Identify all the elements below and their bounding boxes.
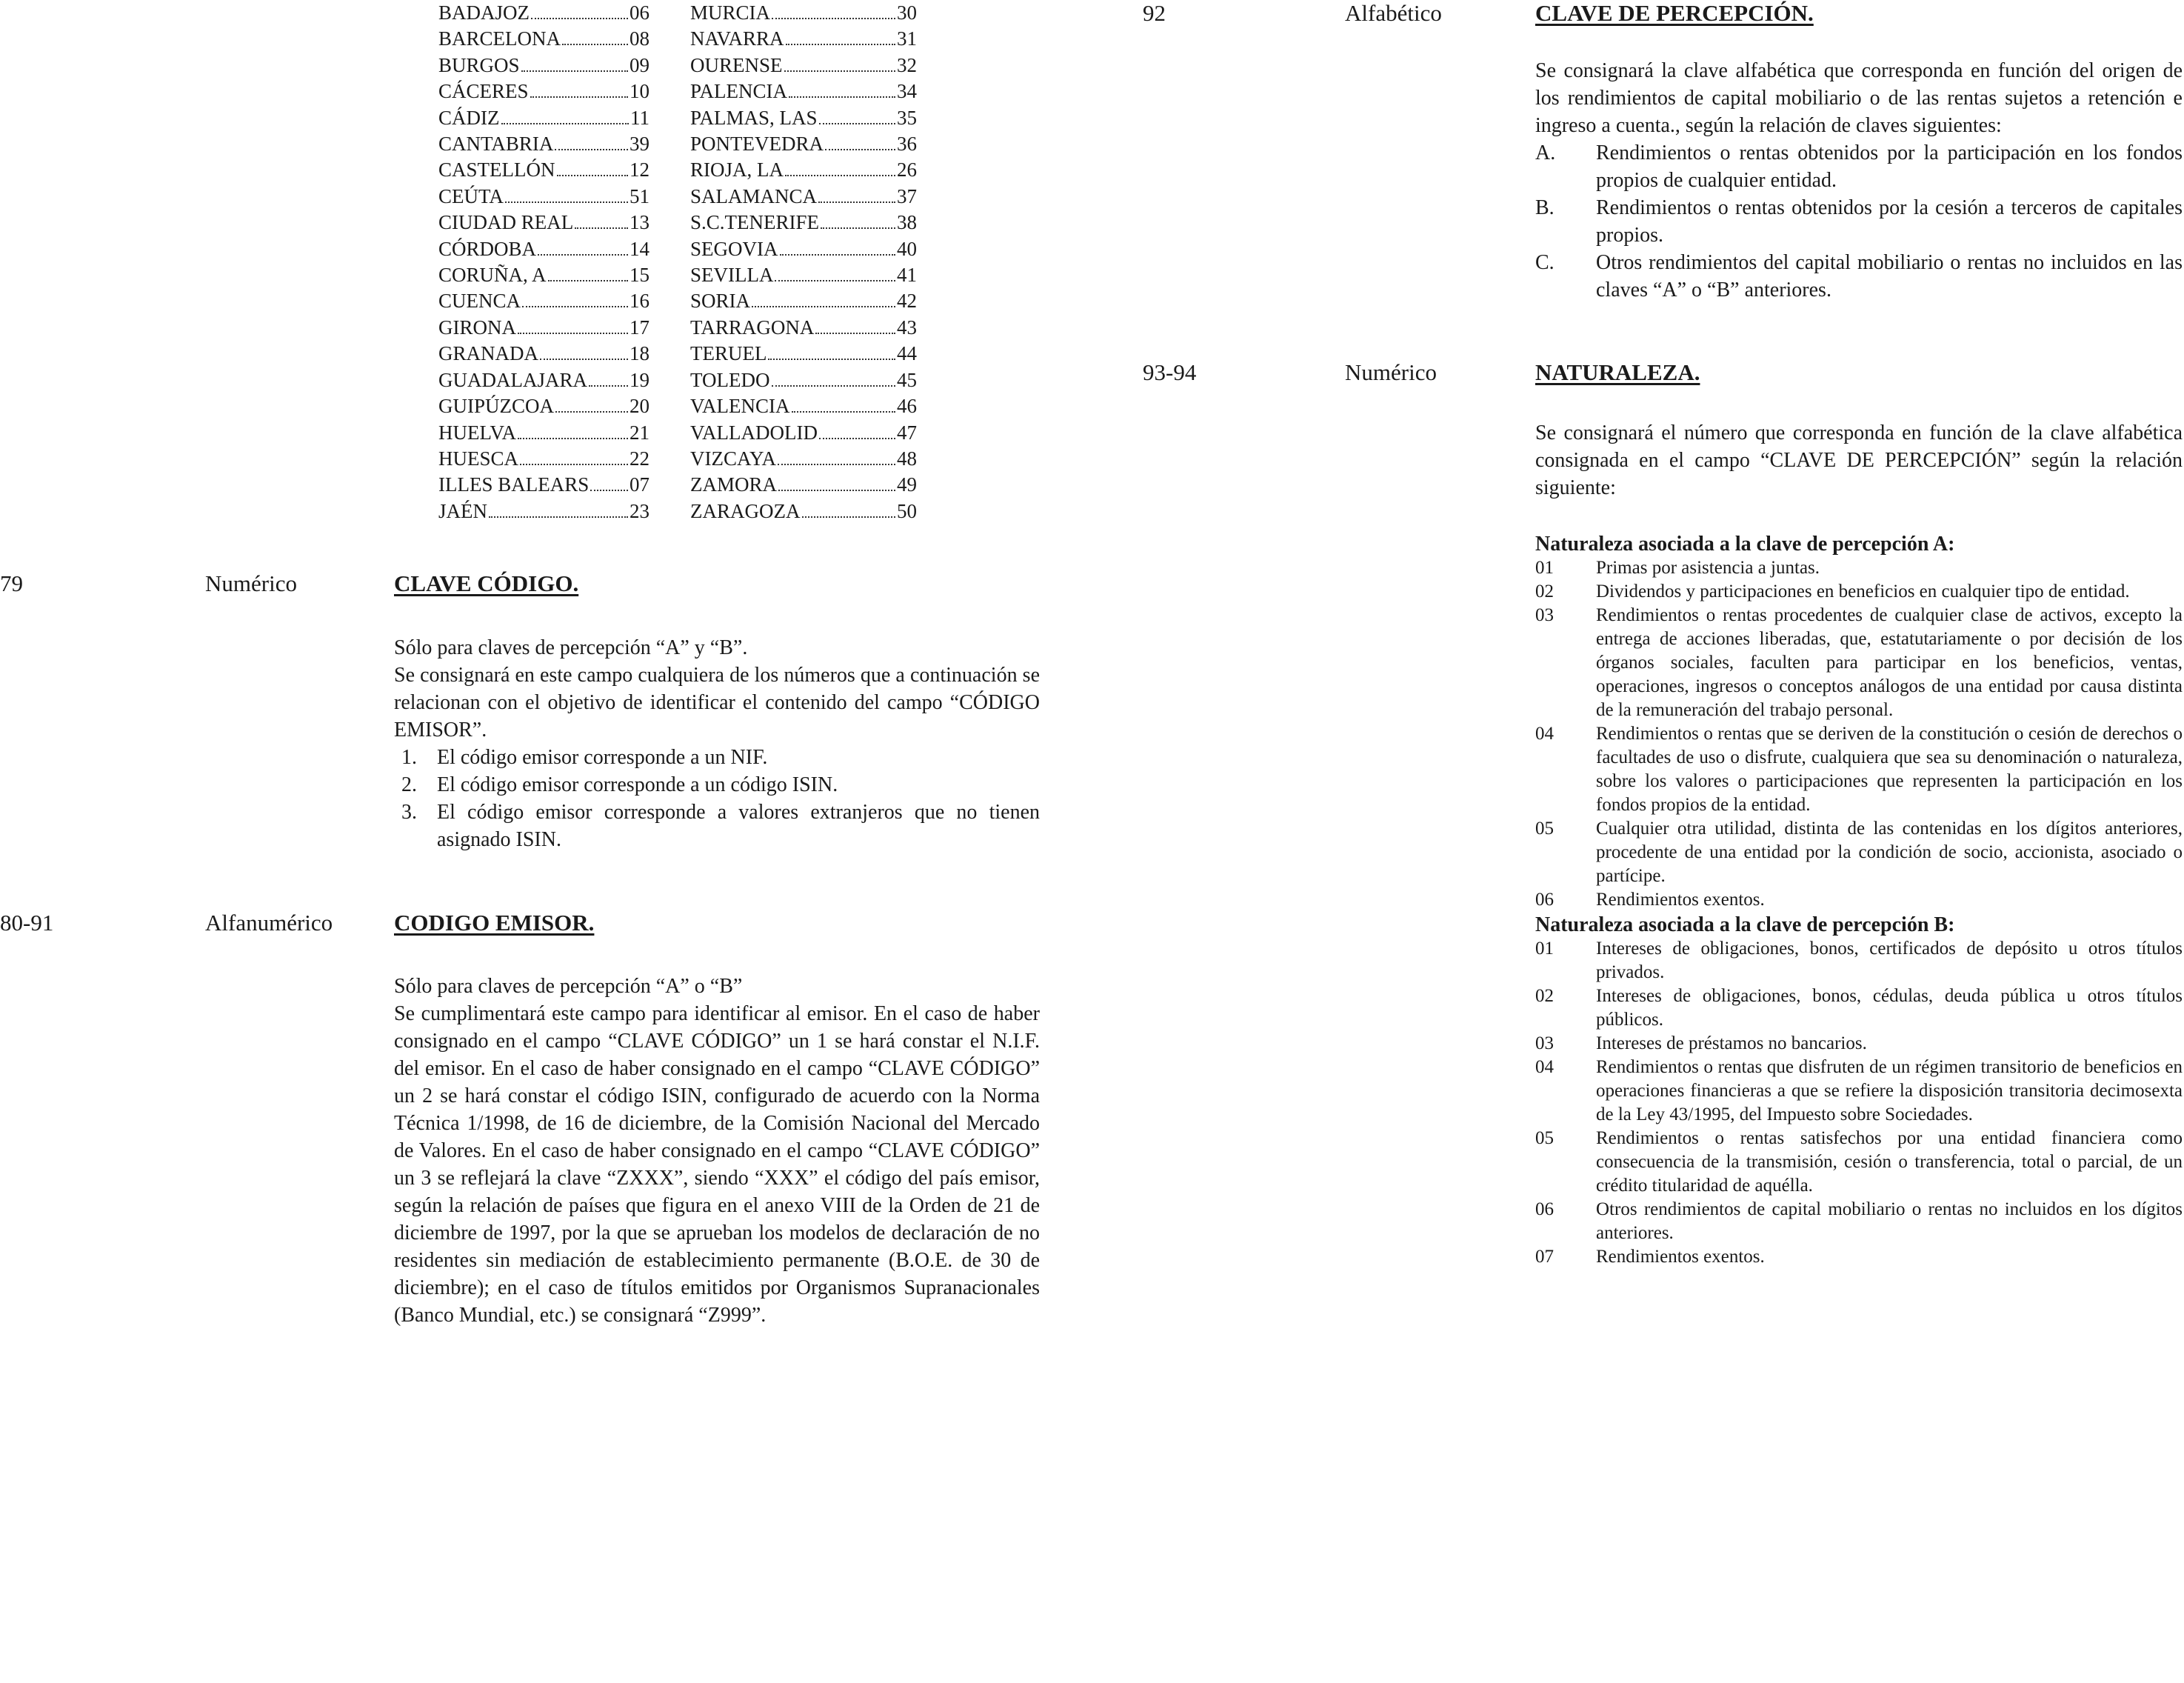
province-name: RIOJA, LA xyxy=(690,159,784,181)
field-type-80-91: Alfanumérico xyxy=(205,910,333,936)
list-item-text: Intereses de obligaciones, bonos, certificados de depósito u otros títulos privados. xyxy=(1596,939,2183,982)
province-row xyxy=(690,393,917,419)
list-item-key: 05 xyxy=(1535,1128,1554,1148)
list-item-key: B. xyxy=(1535,196,1554,219)
province-code: 30 xyxy=(897,1,917,24)
province-name: CÓRDOBA xyxy=(438,237,537,260)
province-name: CÁDIZ xyxy=(438,106,500,129)
list-item xyxy=(1535,722,2183,817)
province-row xyxy=(438,420,649,446)
province-name: BADAJOZ xyxy=(438,1,530,24)
province-row xyxy=(690,446,917,472)
dot-leader xyxy=(590,490,628,491)
province-code: 35 xyxy=(897,106,917,129)
province-code: 42 xyxy=(897,290,917,313)
province-row xyxy=(438,26,649,52)
dot-leader xyxy=(540,359,628,360)
province-code: 06 xyxy=(630,1,649,24)
list-item-text: El código emisor corresponde a un código ISIN. xyxy=(437,773,838,796)
list-item-text: Rendimientos exentos. xyxy=(1596,890,1765,910)
province-code: 20 xyxy=(630,395,649,418)
field-position-92: 92 xyxy=(1143,0,1166,26)
province-code: 15 xyxy=(630,264,649,287)
dot-leader xyxy=(548,280,628,281)
list-item-key: 3. xyxy=(401,801,417,824)
province-row xyxy=(438,499,649,524)
dot-leader xyxy=(784,70,895,72)
list-item-key: 04 xyxy=(1535,1057,1554,1077)
province-code: 38 xyxy=(897,211,917,234)
province-list-left xyxy=(438,0,649,524)
dot-leader xyxy=(575,227,628,229)
province-name: CIUDAD REAL xyxy=(438,211,574,234)
province-code: 49 xyxy=(897,473,917,496)
codigo-emisor-intro: Sólo para claves de percepción “A” o “B” xyxy=(394,975,743,998)
list-item xyxy=(1535,1127,2183,1198)
list-item-text: Rendimientos o rentas satisfechos por una entidad financiera como consecuencia de la transmisión, cesión o transferencia, total o parcial, de un crédito titularidad de aquélla. xyxy=(1596,1128,2183,1196)
list-item-key: A. xyxy=(1535,141,1556,164)
list-item-text: Dividendos y participaciones en beneficios en cualquier tipo de entidad. xyxy=(1596,581,2130,601)
dot-leader xyxy=(501,123,630,124)
province-code: 18 xyxy=(630,342,649,365)
province-code: 44 xyxy=(897,342,917,365)
province-row xyxy=(690,315,917,341)
province-code: 45 xyxy=(897,368,917,391)
list-item xyxy=(1535,817,2183,888)
dot-leader xyxy=(819,123,895,124)
province-name: SORIA xyxy=(690,290,751,313)
province-name: ILLES BALEARS xyxy=(438,473,590,496)
province-row xyxy=(690,105,917,131)
dot-leader xyxy=(786,44,895,45)
province-code: 47 xyxy=(897,421,917,444)
list-item-key: 03 xyxy=(1535,1033,1554,1053)
province-row xyxy=(438,157,649,183)
section-title-codigo-emisor: CODIGO EMISOR. xyxy=(394,910,595,936)
list-item xyxy=(1535,556,2183,580)
province-code: 23 xyxy=(630,499,649,522)
province-row xyxy=(690,499,917,524)
list-item-text: El código emisor corresponde a un NIF. xyxy=(437,746,768,769)
dot-leader xyxy=(792,411,896,413)
section-body-clave-percepcion xyxy=(1535,57,2183,304)
dot-leader xyxy=(518,438,628,439)
list-item-text: Primas por asistencia a juntas. xyxy=(1596,558,1820,578)
province-row xyxy=(438,79,649,104)
province-name: TERUEL xyxy=(690,342,767,365)
clave-codigo-intro: Sólo para claves de percepción “A” y “B”. xyxy=(394,636,748,659)
clave-percepcion-options xyxy=(1535,139,2183,304)
list-item xyxy=(1535,888,2183,912)
province-name: SEGOVIA xyxy=(690,237,778,260)
list-item-text: El código emisor corresponde a valores extranjeros que no tienen asignado ISIN. xyxy=(437,801,1040,851)
province-name: S.C.TENERIFE xyxy=(690,211,820,234)
province-row xyxy=(438,236,649,262)
province-row xyxy=(690,367,917,393)
clave-codigo-options xyxy=(394,744,1040,853)
province-row xyxy=(690,79,917,104)
province-code: 12 xyxy=(630,159,649,181)
list-item-key: 02 xyxy=(1535,986,1554,1006)
province-row xyxy=(438,446,649,472)
province-code: 41 xyxy=(897,264,917,287)
province-name: ZARAGOZA xyxy=(690,499,801,522)
dot-leader xyxy=(778,464,895,465)
field-position-80-91: 80-91 xyxy=(0,910,54,936)
list-item-key: 02 xyxy=(1535,581,1554,601)
field-position-79: 79 xyxy=(0,570,23,596)
province-code: 51 xyxy=(630,184,649,207)
province-row xyxy=(690,288,917,314)
province-name: PALMAS, LAS xyxy=(690,106,818,129)
dot-leader xyxy=(752,306,895,307)
section-title-clave-percepcion: CLAVE DE PERCEPCIÓN. xyxy=(1535,0,1814,26)
province-row xyxy=(690,157,917,183)
dot-leader xyxy=(778,490,895,491)
province-code: 37 xyxy=(897,184,917,207)
province-row xyxy=(438,0,649,26)
province-code: 32 xyxy=(897,53,917,76)
province-code: 16 xyxy=(630,290,649,313)
province-code: 07 xyxy=(630,473,649,496)
province-code: 19 xyxy=(630,368,649,391)
section-body-naturaleza xyxy=(1535,419,2183,1269)
list-item xyxy=(1535,984,2183,1032)
province-code: 22 xyxy=(630,447,649,470)
province-name: GIRONA xyxy=(438,316,516,339)
province-code: 08 xyxy=(630,27,649,50)
naturaleza-text: Se consignará el número que corresponda en función de la clave alfabética consignada en el campo “CLAVE DE PERCEPCIÓN” según la relación siguiente: xyxy=(1535,421,2183,499)
province-code: 46 xyxy=(897,395,917,418)
field-type-92: Alfabético xyxy=(1345,0,1442,26)
list-item-text: Cualquier otra utilidad, distinta de las contenidas en los dígitos anteriores, procedente de una entidad por la condición de socio, accionista, asociado o partícipe. xyxy=(1596,819,2183,886)
province-row xyxy=(438,131,649,157)
list-item xyxy=(1535,1032,2183,1056)
province-row xyxy=(690,262,917,288)
list-item-text: Rendimientos o rentas que se deriven de la constitución o cesión de derechos o facultades de uso o disfrute, cualquiera que sea su denominación o naturaleza, sobre los valores o participaciones que representen la participación en los fondos propios de la entidad. xyxy=(1596,724,2183,815)
province-row xyxy=(690,472,917,498)
list-item-key: 03 xyxy=(1535,605,1554,625)
province-row xyxy=(690,210,917,236)
dot-leader xyxy=(802,516,896,518)
province-code: 17 xyxy=(630,316,649,339)
list-item-key: 06 xyxy=(1535,1199,1554,1219)
province-name: TARRAGONA xyxy=(690,316,815,339)
province-row xyxy=(438,367,649,393)
list-item-key: C. xyxy=(1535,251,1554,274)
province-name: NAVARRA xyxy=(690,27,784,50)
province-name: CASTELLÓN xyxy=(438,159,555,181)
list-item-text: Rendimientos exentos. xyxy=(1596,1247,1765,1267)
dot-leader xyxy=(505,201,628,203)
dot-leader xyxy=(818,201,895,203)
codigo-emisor-text: Se cumplimentará este campo para identificar al emisor. En el caso de haber consignado en el campo “CLAVE CÓDIGO” un 1 se hará constar el N.I.F. del emisor. En el caso de haber consignado en el campo “CLAVE CÓDIGO” un 2 se hará constar el código ISIN, configurado de acuerdo con la Norma Técnica 1/1998, de 16 de diciembre, de la Comisión Nacional del Mercado de Valores. En el caso de haber consignado en el campo “CLAVE CÓDIGO” un 3 se reflejará la clave “ZXXX”, siendo “XXX” el código del país emisor, según la relación de países que figura en el anexo VIII de la Orden de 21 de diciembre de 1997, por la que se aprueban los modelos de declaración de no residentes sin mediación de establecimiento permanente (B.O.E. de 30 de diciembre); en el caso de títulos emitidos por Organismos Supranacionales (Banco Mundial, etc.) se consignará “Z999”. xyxy=(394,1002,1040,1327)
dot-leader xyxy=(521,70,628,72)
province-name: BARCELONA xyxy=(438,27,561,50)
province-row xyxy=(438,262,649,288)
dot-leader xyxy=(531,18,628,19)
province-code: 48 xyxy=(897,447,917,470)
province-code: 21 xyxy=(630,421,649,444)
province-name: JAÉN xyxy=(438,499,487,522)
naturaleza-list-b xyxy=(1535,937,2183,1269)
province-row xyxy=(690,26,917,52)
clave-codigo-text: Se consignará en este campo cualquiera de los números que a continuación se relacionan con el objetivo de identificar el contenido del campo “CÓDIGO EMISOR”. xyxy=(394,664,1040,741)
province-name: PONTEVEDRA xyxy=(690,133,824,156)
province-name: CANTABRIA xyxy=(438,133,554,156)
field-type-79: Numérico xyxy=(205,570,297,596)
naturaleza-list-a xyxy=(1535,556,2183,912)
province-code: 43 xyxy=(897,316,917,339)
province-name: BURGOS xyxy=(438,53,520,76)
list-item-text: Intereses de préstamos no bancarios. xyxy=(1596,1033,1867,1053)
list-item xyxy=(394,744,1040,771)
dot-leader xyxy=(825,149,895,150)
province-row xyxy=(690,420,917,446)
dot-leader xyxy=(775,280,895,281)
naturaleza-heading-a: Naturaleza asociada a la clave de percepción A: xyxy=(1535,533,1955,556)
list-item xyxy=(1535,1056,2183,1127)
province-code: 39 xyxy=(630,133,649,156)
list-item-text: Otros rendimientos de capital mobiliario o rentas no incluidos en los dígitos anteriores. xyxy=(1596,1199,2183,1243)
province-row xyxy=(690,131,917,157)
dot-leader xyxy=(489,516,628,518)
list-item xyxy=(1535,139,2183,194)
list-item xyxy=(1535,194,2183,249)
province-name: HUELVA xyxy=(438,421,517,444)
province-row xyxy=(438,210,649,236)
province-name: VALENCIA xyxy=(690,395,790,418)
clave-percepcion-text: Se consignará la clave alfabética que corresponda en función del origen de los rendimientos de capital mobiliario o de las rentas sujetos a retención e ingreso a cuenta., según la relación de claves siguientes: xyxy=(1535,59,2183,137)
list-item-key: 01 xyxy=(1535,939,1554,959)
province-name: CORUÑA, A xyxy=(438,264,547,287)
list-item-key: 07 xyxy=(1535,1247,1554,1267)
section-body-codigo-emisor xyxy=(394,973,1040,1329)
province-name: ZAMORA xyxy=(690,473,778,496)
province-list-right xyxy=(690,0,917,524)
list-item-text: Rendimientos o rentas obtenidos por la participación en los fondos propios de cualquier entidad. xyxy=(1596,141,2183,192)
province-name: CÁCERES xyxy=(438,80,529,103)
dot-leader xyxy=(555,149,628,150)
province-name: MURCIA xyxy=(690,1,771,24)
province-row xyxy=(438,184,649,210)
dot-leader xyxy=(768,359,895,360)
dot-leader xyxy=(785,175,895,176)
province-row xyxy=(690,53,917,79)
province-code: 31 xyxy=(897,27,917,50)
list-item xyxy=(1535,1198,2183,1245)
province-name: VALLADOLID xyxy=(690,421,818,444)
dot-leader xyxy=(520,464,628,465)
province-code: 50 xyxy=(897,499,917,522)
list-item-text: Intereses de obligaciones, bonos, cédulas, deuda pública u otros títulos públicos. xyxy=(1596,986,2183,1030)
province-code: 14 xyxy=(630,237,649,260)
dot-leader xyxy=(518,333,628,334)
list-item-key: 2. xyxy=(401,773,417,796)
list-item-key: 1. xyxy=(401,746,417,769)
list-item xyxy=(1535,937,2183,984)
list-item-key: 06 xyxy=(1535,890,1554,910)
province-name: SEVILLA xyxy=(690,264,774,287)
province-row xyxy=(438,288,649,314)
dot-leader xyxy=(557,175,629,176)
province-name: TOLEDO xyxy=(690,368,770,391)
list-item-text: Rendimientos o rentas obtenidos por la cesión a terceros de capitales propios. xyxy=(1596,196,2183,247)
province-name: OURENSE xyxy=(690,53,783,76)
dot-leader xyxy=(815,333,895,334)
list-item-key: 05 xyxy=(1535,819,1554,839)
dot-leader xyxy=(821,227,895,229)
province-name: GUIPÚZCOA xyxy=(438,395,555,418)
dot-leader xyxy=(555,411,628,413)
dot-leader xyxy=(562,44,628,45)
field-position-93-94: 93-94 xyxy=(1143,359,1197,385)
dot-leader xyxy=(780,254,896,256)
province-row xyxy=(438,472,649,498)
province-code: 11 xyxy=(630,106,649,129)
field-type-93-94: Numérico xyxy=(1345,359,1437,385)
province-code: 26 xyxy=(897,159,917,181)
province-code: 40 xyxy=(897,237,917,260)
province-code: 09 xyxy=(630,53,649,76)
province-row xyxy=(438,53,649,79)
section-body-clave-codigo xyxy=(394,634,1040,853)
province-row xyxy=(438,105,649,131)
dot-leader xyxy=(772,18,895,19)
province-row xyxy=(438,315,649,341)
section-title-clave-codigo: CLAVE CÓDIGO. xyxy=(394,570,579,596)
province-row xyxy=(690,184,917,210)
list-item xyxy=(394,771,1040,799)
list-item xyxy=(394,799,1040,853)
list-item xyxy=(1535,580,2183,604)
province-row xyxy=(438,341,649,367)
province-name: GRANADA xyxy=(438,342,538,365)
list-item-text: Rendimientos o rentas procedentes de cualquier clase de activos, excepto la entrega de acciones liberadas, que, estatutariamente o por decisión de los órganos sociales, faculten para participar en los beneficios, ventas, operaciones, ingresos o conceptos análogos de una entidad por causa distinta de la remuneración del trabajo personal. xyxy=(1596,605,2183,720)
list-item xyxy=(1535,1245,2183,1269)
list-item xyxy=(1535,249,2183,304)
dot-leader xyxy=(772,385,896,387)
province-name: SALAMANCA xyxy=(690,184,818,207)
dot-leader xyxy=(789,96,895,98)
list-item xyxy=(1535,604,2183,722)
province-code: 13 xyxy=(630,211,649,234)
dot-leader xyxy=(538,254,628,256)
province-code: 10 xyxy=(630,80,649,103)
province-name: CUENCA xyxy=(438,290,521,313)
province-row xyxy=(438,393,649,419)
province-name: PALENCIA xyxy=(690,80,788,103)
list-item-key: 01 xyxy=(1535,558,1554,578)
list-item-text: Rendimientos o rentas que disfruten de un régimen transitorio de beneficios en operaciones financieras a que se refiere la disposición transitoria decimosexta de la Ley 43/1995, del Impuesto sobre Sociedades. xyxy=(1596,1057,2183,1124)
list-item-key: 04 xyxy=(1535,724,1554,744)
province-name: HUESCA xyxy=(438,447,519,470)
list-item-text: Otros rendimientos del capital mobiliario o rentas no incluidos en las claves “A” o “B” anteriores. xyxy=(1596,251,2183,301)
province-row xyxy=(690,236,917,262)
province-name: VIZCAYA xyxy=(690,447,777,470)
province-code: 36 xyxy=(897,133,917,156)
province-row xyxy=(690,0,917,26)
naturaleza-heading-b: Naturaleza asociada a la clave de percepción B: xyxy=(1535,913,1955,936)
province-code: 34 xyxy=(897,80,917,103)
dot-leader xyxy=(530,96,628,98)
dot-leader xyxy=(589,385,628,387)
dot-leader xyxy=(522,306,628,307)
province-row xyxy=(690,341,917,367)
dot-leader xyxy=(819,438,895,439)
province-name: CEÚTA xyxy=(438,184,504,207)
section-title-naturaleza: NATURALEZA. xyxy=(1535,359,1700,385)
province-name: GUADALAJARA xyxy=(438,368,587,391)
